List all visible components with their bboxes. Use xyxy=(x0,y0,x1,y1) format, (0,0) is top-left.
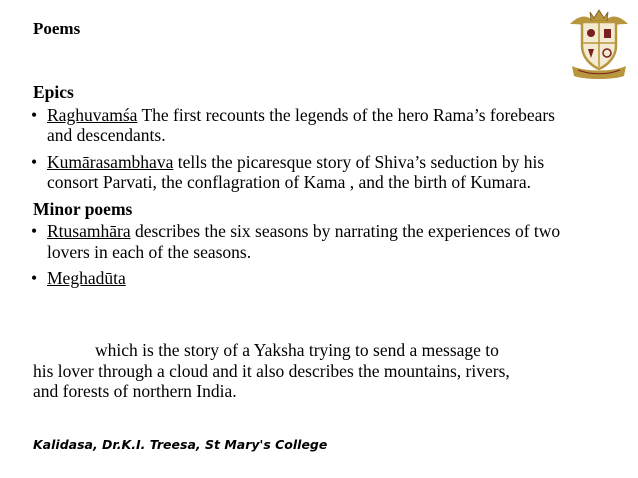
slide-title: Poems xyxy=(33,19,81,38)
poem-description: The first recounts the legends of the hero Rama’s forebears and descendants. xyxy=(47,104,555,145)
minor-poems-heading: Minor poems xyxy=(33,198,133,219)
poem-title: Kumārasambhava xyxy=(47,151,174,172)
college-crest-icon xyxy=(564,6,634,80)
bullet-icon: • xyxy=(31,221,38,241)
epics-heading: Epics xyxy=(33,82,74,102)
description-line: which is the story of a Yaksha trying to send a message to xyxy=(95,340,499,360)
poem-title: Meghadūta xyxy=(47,268,126,288)
poem-description: describes the six seasons by narrating the experiences of two lovers in each of the seasons. xyxy=(47,221,561,262)
slide-footer: Kalidasa, Dr.K.I. Treesa, St Mary's College xyxy=(33,437,328,452)
poem-title: Raghuvamśa xyxy=(47,104,138,125)
list-item xyxy=(33,105,573,146)
bullet-icon: • xyxy=(31,151,38,172)
description-line: his lover through a cloud and it also describes the mountains, rivers, xyxy=(33,360,510,381)
list-item xyxy=(33,221,573,262)
slide-body xyxy=(33,82,573,289)
bullet-icon: • xyxy=(31,104,38,125)
bullet-icon: • xyxy=(31,268,38,288)
poem-description: tells the picaresque story of Shiva’s seduction by his consort Parvati, the conflagration of Kama , and the birth of Kumara. xyxy=(47,151,545,192)
poem-title: Rtusamhāra xyxy=(47,221,131,241)
meghaduta-description xyxy=(33,340,593,402)
description-line: and forests of northern India. xyxy=(33,381,237,401)
list-item xyxy=(33,268,573,289)
list-item xyxy=(33,152,573,193)
